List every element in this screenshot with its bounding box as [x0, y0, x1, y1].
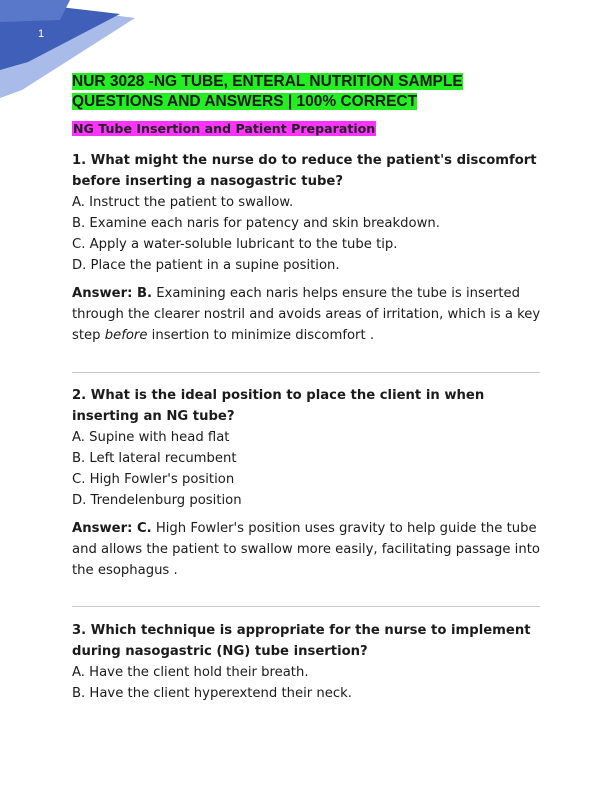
answer-option-d: D. Trendelenburg position [72, 493, 242, 508]
page-number: 1 [38, 28, 45, 40]
answer-option-b: B. Examine each naris for patency and skin breakdown. [72, 216, 440, 231]
answer-text: Examining each naris helps ensure the tube is inserted through the clearer nostril and avoids areas of irritation, which is a key step [72, 286, 541, 343]
question-stem [72, 150, 542, 192]
answer-text: High Fowler's position uses gravity to help guide the tube and allows the patient to swallow more easily, facilitating passage into the esophagus . [72, 521, 540, 578]
section-heading [72, 120, 376, 138]
document-title [72, 72, 552, 112]
divider [72, 606, 540, 607]
answer-option-d: D. Place the patient in a supine position. [72, 258, 340, 273]
section-heading-text: NG Tube Insertion and Patient Preparation [73, 121, 376, 136]
question-number: 2. [72, 388, 87, 403]
question-2 [72, 385, 542, 581]
answer-option-c: C. Apply a water-soluble lubricant to the tube tip. [72, 237, 398, 252]
question-number: 1. [72, 153, 87, 168]
answer-option-a: A. Have the client hold their breath. [72, 665, 309, 680]
answer-emphasis: before [104, 328, 148, 343]
question-text: What might the nurse do to reduce the patient's discomfort before inserting a nasogastric tube? [72, 153, 537, 189]
question-number: 3. [72, 623, 87, 638]
question-3 [72, 620, 542, 704]
answer-option-b: B. Have the client hyperextend their neck. [72, 686, 352, 701]
question-stem [72, 620, 542, 662]
corner-top-edge [0, 0, 70, 22]
answer-option-b: B. Left lateral recumbent [72, 451, 237, 466]
answer-label: Answer: C. [72, 521, 152, 536]
answer-label: Answer: B. [72, 286, 153, 301]
question-1 [72, 150, 542, 346]
answer-text-end: insertion to minimize discomfort . [151, 328, 375, 343]
divider [72, 372, 540, 373]
question-text: What is the ideal position to place the client in when inserting an NG tube? [72, 388, 485, 424]
answer-explanation [72, 518, 542, 581]
answer-option-c: C. High Fowler's position [72, 472, 235, 487]
document-title-text: NUR 3028 -NG TUBE, ENTERAL NUTRITION SAMPLE QUESTIONS AND ANSWERS | 100% CORRECT [72, 73, 463, 110]
answer-option-a: A. Supine with head flat [72, 430, 230, 445]
question-text: Which technique is appropriate for the nurse to implement during nasogastric (NG) tube insertion? [72, 623, 531, 659]
question-stem [72, 385, 542, 427]
answer-option-a: A. Instruct the patient to swallow. [72, 195, 294, 210]
answer-explanation [72, 283, 542, 346]
